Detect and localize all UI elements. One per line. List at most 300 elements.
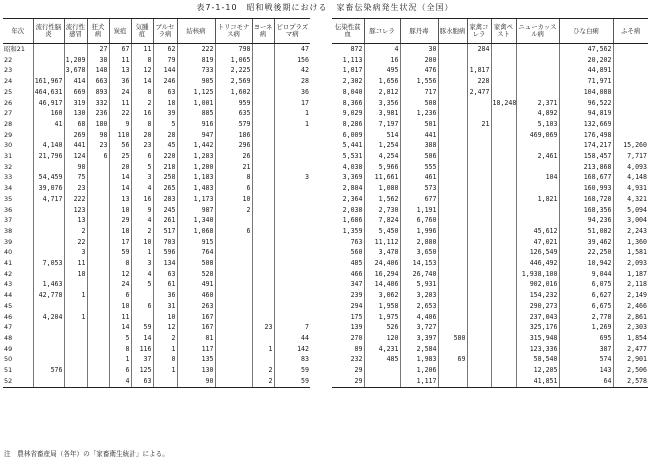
table-cell: 2,584 [400, 344, 438, 355]
table-cell [252, 258, 274, 269]
table-cell: 669 [64, 87, 87, 98]
table-cell [491, 65, 516, 76]
table-cell: 526 [364, 322, 400, 333]
table-cell: 41,851 [516, 376, 559, 387]
table-cell: 21 [467, 119, 491, 130]
table-cell [438, 215, 467, 226]
table-cell: 236 [87, 108, 109, 119]
table-cell: 491 [177, 279, 215, 290]
table-cell [438, 172, 467, 183]
column-header: ピロプラズマ病 [274, 19, 310, 44]
table-cell: 11,661 [364, 172, 400, 183]
table-cell: 29 [109, 215, 131, 226]
table-row [332, 301, 648, 312]
table-cell: 5,103 [516, 119, 559, 130]
table-cell: 116 [131, 344, 153, 355]
table-cell [438, 301, 467, 312]
table-cell: 4,038 [342, 162, 363, 171]
table-cell [491, 344, 516, 355]
table-cell [215, 354, 252, 365]
table-cell: 14 [131, 76, 153, 87]
table-cell: 763 [350, 237, 363, 246]
table-cell: 30 [400, 44, 438, 55]
table-cell [131, 312, 153, 323]
table-cell: 2 [252, 376, 274, 387]
table-cell: 68 [64, 119, 87, 130]
table-cell: 8,040 [342, 87, 363, 96]
table-cell: 1 [153, 344, 177, 355]
table-cell [252, 194, 274, 205]
table-cell [33, 215, 64, 226]
table-cell: 3 [131, 258, 153, 269]
table-cell [252, 98, 274, 109]
column-header: 豚コレラ [364, 19, 400, 44]
table-cell: 296 [215, 140, 252, 151]
table-row [3, 87, 310, 98]
table-cell: 2,901 [613, 354, 648, 365]
table-cell [252, 183, 274, 194]
table-cell [215, 215, 252, 226]
table-cell: 36 [153, 290, 177, 301]
table-cell: 160 [33, 108, 64, 119]
table-cell: 245 [153, 205, 177, 216]
table-cell: 485 [350, 259, 363, 268]
table-cell: 104,088 [559, 87, 613, 98]
table-cell: 135 [177, 354, 215, 365]
table-cell: 2,880 [400, 237, 438, 248]
table-cell [64, 376, 87, 387]
column-header: 炭疽 [109, 19, 131, 44]
table-cell: 1,113 [342, 55, 363, 64]
table-cell: 4,406 [400, 312, 438, 323]
table-cell [252, 140, 274, 151]
table-cell: 6 [131, 151, 153, 162]
table-row [332, 226, 648, 237]
table-cell [613, 65, 648, 76]
table-cell: 38 [87, 55, 109, 66]
table-cell: 37 [131, 354, 153, 365]
table-cell: 4 [131, 269, 153, 280]
table-cell: 0 [153, 354, 177, 365]
table-cell: 12 [153, 322, 177, 333]
table-cell [215, 247, 252, 258]
table-cell: 39 [153, 108, 177, 119]
table-cell: 325,176 [516, 322, 559, 333]
table-cell [87, 226, 109, 237]
table-cell: 17 [109, 237, 131, 248]
table-cell: 54,459 [33, 172, 64, 183]
table-cell [33, 376, 64, 387]
table-cell: 4,140 [33, 140, 64, 151]
table-cell: 885 [177, 108, 215, 119]
table-cell: 13 [109, 65, 131, 76]
year-cell: 44 [4, 291, 13, 300]
table-cell [491, 76, 516, 87]
table-cell [467, 290, 491, 301]
table-cell: 284 [467, 44, 491, 55]
table-cell: 36 [109, 76, 131, 87]
table-cell: 14 [131, 333, 153, 344]
table-cell: 579 [215, 119, 252, 130]
table-cell: 4,254 [364, 151, 400, 162]
table-row [3, 226, 310, 237]
right-table-body [332, 44, 648, 388]
table-cell: 1,602 [215, 87, 252, 98]
year-cell: 昭和21 [4, 45, 25, 53]
table-cell: 11 [109, 312, 131, 323]
year-cell: 34 [4, 184, 13, 193]
table-cell: 47,562 [559, 44, 613, 55]
table-cell [467, 172, 491, 183]
table-cell: 29 [354, 366, 363, 375]
table-cell: 20 [109, 162, 131, 173]
table-cell [491, 215, 516, 226]
table-cell [252, 279, 274, 290]
table-cell: 4 [131, 183, 153, 194]
column-header: ひな白痢 [559, 19, 613, 44]
table-cell [87, 194, 109, 205]
table-cell: 4 [109, 376, 131, 387]
table-cell: 1,360 [613, 237, 648, 248]
table-cell [438, 44, 467, 55]
table-cell [64, 301, 87, 312]
table-cell: 213,868 [559, 162, 613, 173]
table-row [3, 290, 310, 301]
table-cell: 67 [109, 44, 131, 55]
year-cell: 36 [4, 205, 13, 214]
table-cell [516, 55, 559, 66]
table-cell: 2 [131, 226, 153, 237]
year-cell: 49 [4, 344, 13, 353]
table-cell: 902,016 [516, 279, 559, 290]
table-cell: 7 [274, 322, 310, 333]
table-cell: 2,804 [342, 184, 363, 193]
table-cell: 1,269 [559, 322, 613, 333]
table-cell: 1,340 [177, 215, 215, 226]
table-cell: 261 [153, 215, 177, 226]
table-cell: 3 [274, 172, 310, 183]
table-cell: 120 [364, 333, 400, 344]
table-cell: 9 [131, 205, 153, 216]
table-cell [467, 140, 491, 151]
column-header: ふそ病 [613, 19, 648, 44]
table-cell [252, 44, 274, 55]
table-cell: 1,254 [364, 140, 400, 151]
year-cell: 52 [3, 376, 33, 387]
table-cell: 3,203 [400, 290, 438, 301]
table-cell [252, 205, 274, 216]
table-cell: 1 [274, 108, 310, 119]
table-cell [33, 44, 64, 55]
table-cell: 8 [109, 258, 131, 269]
table-cell [491, 301, 516, 312]
table-cell [153, 376, 177, 387]
table-cell: 59 [131, 322, 153, 333]
table-cell: 20 [131, 130, 153, 141]
table-cell: 96,522 [559, 98, 613, 109]
table-cell [252, 290, 274, 301]
table-cell: 14,153 [400, 258, 438, 269]
table-cell: 5,094 [613, 205, 648, 216]
year-cell: 41 [4, 259, 13, 268]
table-cell [491, 44, 516, 55]
table-cell: 8 [131, 55, 153, 66]
table-cell [467, 55, 491, 66]
table-cell: 1,080 [364, 183, 400, 194]
table-cell: 4,321 [613, 194, 648, 205]
table-cell: 22,250 [559, 247, 613, 258]
table-cell: 3,004 [613, 215, 648, 226]
column-header: 結核病 [177, 19, 215, 44]
table-cell: 6,075 [559, 279, 613, 290]
table-cell: 387 [559, 344, 613, 355]
table-cell [274, 247, 310, 258]
table-cell [64, 344, 87, 355]
table-cell: 1 [109, 354, 131, 365]
table-cell: 124 [64, 151, 87, 162]
table-cell: 7,197 [364, 119, 400, 130]
table-cell [274, 140, 310, 151]
table-cell [438, 258, 467, 269]
table-cell: 42 [274, 65, 310, 76]
year-cell: 23 [4, 66, 13, 75]
table-cell [274, 183, 310, 194]
table-cell [491, 119, 516, 130]
table-cell [364, 376, 400, 387]
table-cell [33, 333, 64, 344]
table-cell: 1 [64, 290, 87, 301]
table-cell [87, 237, 109, 248]
year-cell: 46 [4, 312, 13, 321]
year-cell: 40 [4, 248, 13, 257]
column-header: 伝染性貧血 [332, 19, 364, 44]
table-cell [467, 344, 491, 355]
table-cell [467, 269, 491, 280]
table-cell [491, 140, 516, 151]
table-row [3, 279, 310, 290]
table-cell: 11 [109, 55, 131, 66]
table-cell [438, 76, 467, 87]
table-cell: 347 [350, 280, 363, 289]
table-row [3, 98, 310, 109]
table-cell: 495 [364, 65, 400, 76]
table-cell: 2,578 [613, 376, 648, 387]
table-cell: 176,498 [559, 130, 613, 141]
table-cell: 1,581 [613, 247, 648, 258]
table-cell [467, 237, 491, 248]
year-cell: 25 [4, 87, 13, 96]
table-cell: 1,983 [400, 354, 438, 365]
table-cell: 3,369 [342, 173, 363, 182]
table-cell: 94,819 [559, 108, 613, 119]
table-row [3, 76, 310, 87]
year-cell: 38 [4, 226, 13, 235]
table-cell: 123,336 [516, 344, 559, 355]
table-cell: 20,202 [559, 55, 613, 66]
left-table-body [3, 44, 310, 388]
table-cell: 5,966 [364, 162, 400, 173]
table-cell: 1,209 [65, 55, 86, 64]
table-cell [64, 322, 87, 333]
year-cell: 32 [4, 162, 13, 171]
column-header: トリコモナス病 [215, 19, 252, 44]
table-cell: 10 [109, 205, 131, 216]
table-cell: 222 [64, 194, 87, 205]
table-cell: 1,173 [177, 194, 215, 205]
table-cell [64, 354, 87, 365]
table-cell: 61 [153, 279, 177, 290]
table-cell: 717 [400, 87, 438, 98]
table-cell: 2,466 [613, 301, 648, 312]
table-cell [252, 333, 274, 344]
table-cell: 6 [215, 226, 252, 237]
table-cell [438, 365, 467, 376]
table-cell: 3 [64, 247, 87, 258]
table-cell: 663 [87, 76, 109, 87]
table-cell: 319 [64, 98, 87, 109]
table-cell [438, 151, 467, 162]
table-cell: 574 [559, 354, 613, 365]
table-cell: 142 [274, 344, 310, 355]
table-cell: 45 [153, 140, 177, 151]
table-cell: 8 [131, 119, 153, 130]
table-cell: 8 [215, 172, 252, 183]
table-cell: 2,303 [613, 322, 648, 333]
table-row [3, 119, 310, 130]
table-cell [87, 376, 109, 387]
table-cell: 144 [153, 65, 177, 76]
table-cell: 1,463 [33, 279, 64, 290]
table-cell [491, 322, 516, 333]
table-cell: 576 [33, 365, 64, 376]
table-cell: 59 [109, 247, 131, 258]
table-cell [438, 65, 467, 76]
table-cell [274, 215, 310, 226]
table-cell [467, 194, 491, 205]
table-cell: 6,627 [559, 290, 613, 301]
column-header: 気腫疽 [131, 19, 153, 44]
table-cell [491, 279, 516, 290]
table-cell: 1,183 [177, 172, 215, 183]
table-row [332, 344, 648, 355]
table-row [332, 258, 648, 269]
column-header: 年次 [3, 19, 33, 44]
table-cell: 485 [364, 354, 400, 365]
table-cell: 123 [64, 205, 87, 216]
table-cell: 168,720 [559, 194, 613, 205]
column-header: 家禽ペスト [491, 19, 516, 44]
table-cell: 3,727 [400, 322, 438, 333]
table-cell: 39,076 [33, 183, 64, 194]
table-cell: 28 [274, 76, 310, 87]
table-cell [613, 108, 648, 119]
table-cell [252, 87, 274, 98]
table-cell [215, 322, 252, 333]
table-cell [87, 269, 109, 280]
table-cell: 1,562 [364, 194, 400, 205]
table-cell [491, 290, 516, 301]
table-cell: 1,068 [177, 226, 215, 237]
table-row [332, 172, 648, 183]
table-cell: 13 [64, 215, 87, 226]
table-cell: 695 [559, 333, 613, 344]
table-cell [438, 237, 467, 248]
table-cell: 2 [252, 365, 274, 376]
table-cell: 5,931 [400, 279, 438, 290]
table-cell: 156 [274, 55, 310, 66]
table-cell: 3,678 [65, 66, 86, 75]
year-cell: 45 [4, 301, 13, 310]
table-cell: 28 [153, 130, 177, 141]
table-cell [467, 215, 491, 226]
table-cell: 36 [274, 87, 310, 98]
table-cell [491, 312, 516, 323]
table-cell: 5 [109, 333, 131, 344]
table-cell [33, 237, 64, 248]
table-cell: 441 [400, 130, 438, 141]
left-header-row [3, 19, 310, 44]
table-cell [274, 279, 310, 290]
table-cell: 14 [109, 183, 131, 194]
table-cell: 1,001 [177, 98, 215, 109]
table-row [3, 140, 310, 151]
table-cell: 258 [153, 172, 177, 183]
table-cell: 232 [350, 355, 363, 364]
table-cell: 1 [131, 247, 153, 258]
table-row [3, 205, 310, 216]
table-cell: 10,942 [559, 258, 613, 269]
table-cell: 16 [131, 194, 153, 205]
table-row [332, 119, 648, 130]
table-cell: 270 [350, 333, 363, 342]
table-cell: 915 [177, 237, 215, 248]
table-row [3, 312, 310, 323]
table-cell [33, 301, 64, 312]
table-cell: 1,686 [342, 216, 363, 225]
table-cell [438, 312, 467, 323]
table-cell: 916 [177, 119, 215, 130]
table-cell [491, 151, 516, 162]
table-cell: 22 [109, 108, 131, 119]
table-cell: 148 [87, 65, 109, 76]
table-row [3, 172, 310, 183]
table-cell [33, 247, 64, 258]
table-cell: 11,112 [364, 237, 400, 248]
table-cell: 117 [177, 344, 215, 355]
table-cell [87, 301, 109, 312]
table-cell [467, 205, 491, 216]
table-cell: 16 [364, 55, 400, 66]
table-cell: 1,958 [364, 301, 400, 312]
table-cell [491, 55, 516, 66]
table-cell: 158,457 [559, 151, 613, 162]
table-row [332, 55, 648, 66]
year-cell: 30 [4, 141, 13, 150]
table-cell [491, 365, 516, 376]
table-cell: 46,917 [33, 98, 64, 109]
table-cell: 59 [274, 376, 310, 387]
table-cell [613, 119, 648, 130]
table-cell: 4 [364, 44, 400, 55]
table-cell [252, 237, 274, 248]
table-cell: 160,993 [559, 183, 613, 194]
table-cell [64, 279, 87, 290]
table-cell [252, 162, 274, 173]
year-cell: 22 [4, 55, 13, 64]
table-cell: 265 [153, 183, 177, 194]
table-cell: 1,975 [364, 312, 400, 323]
table-cell [252, 130, 274, 141]
